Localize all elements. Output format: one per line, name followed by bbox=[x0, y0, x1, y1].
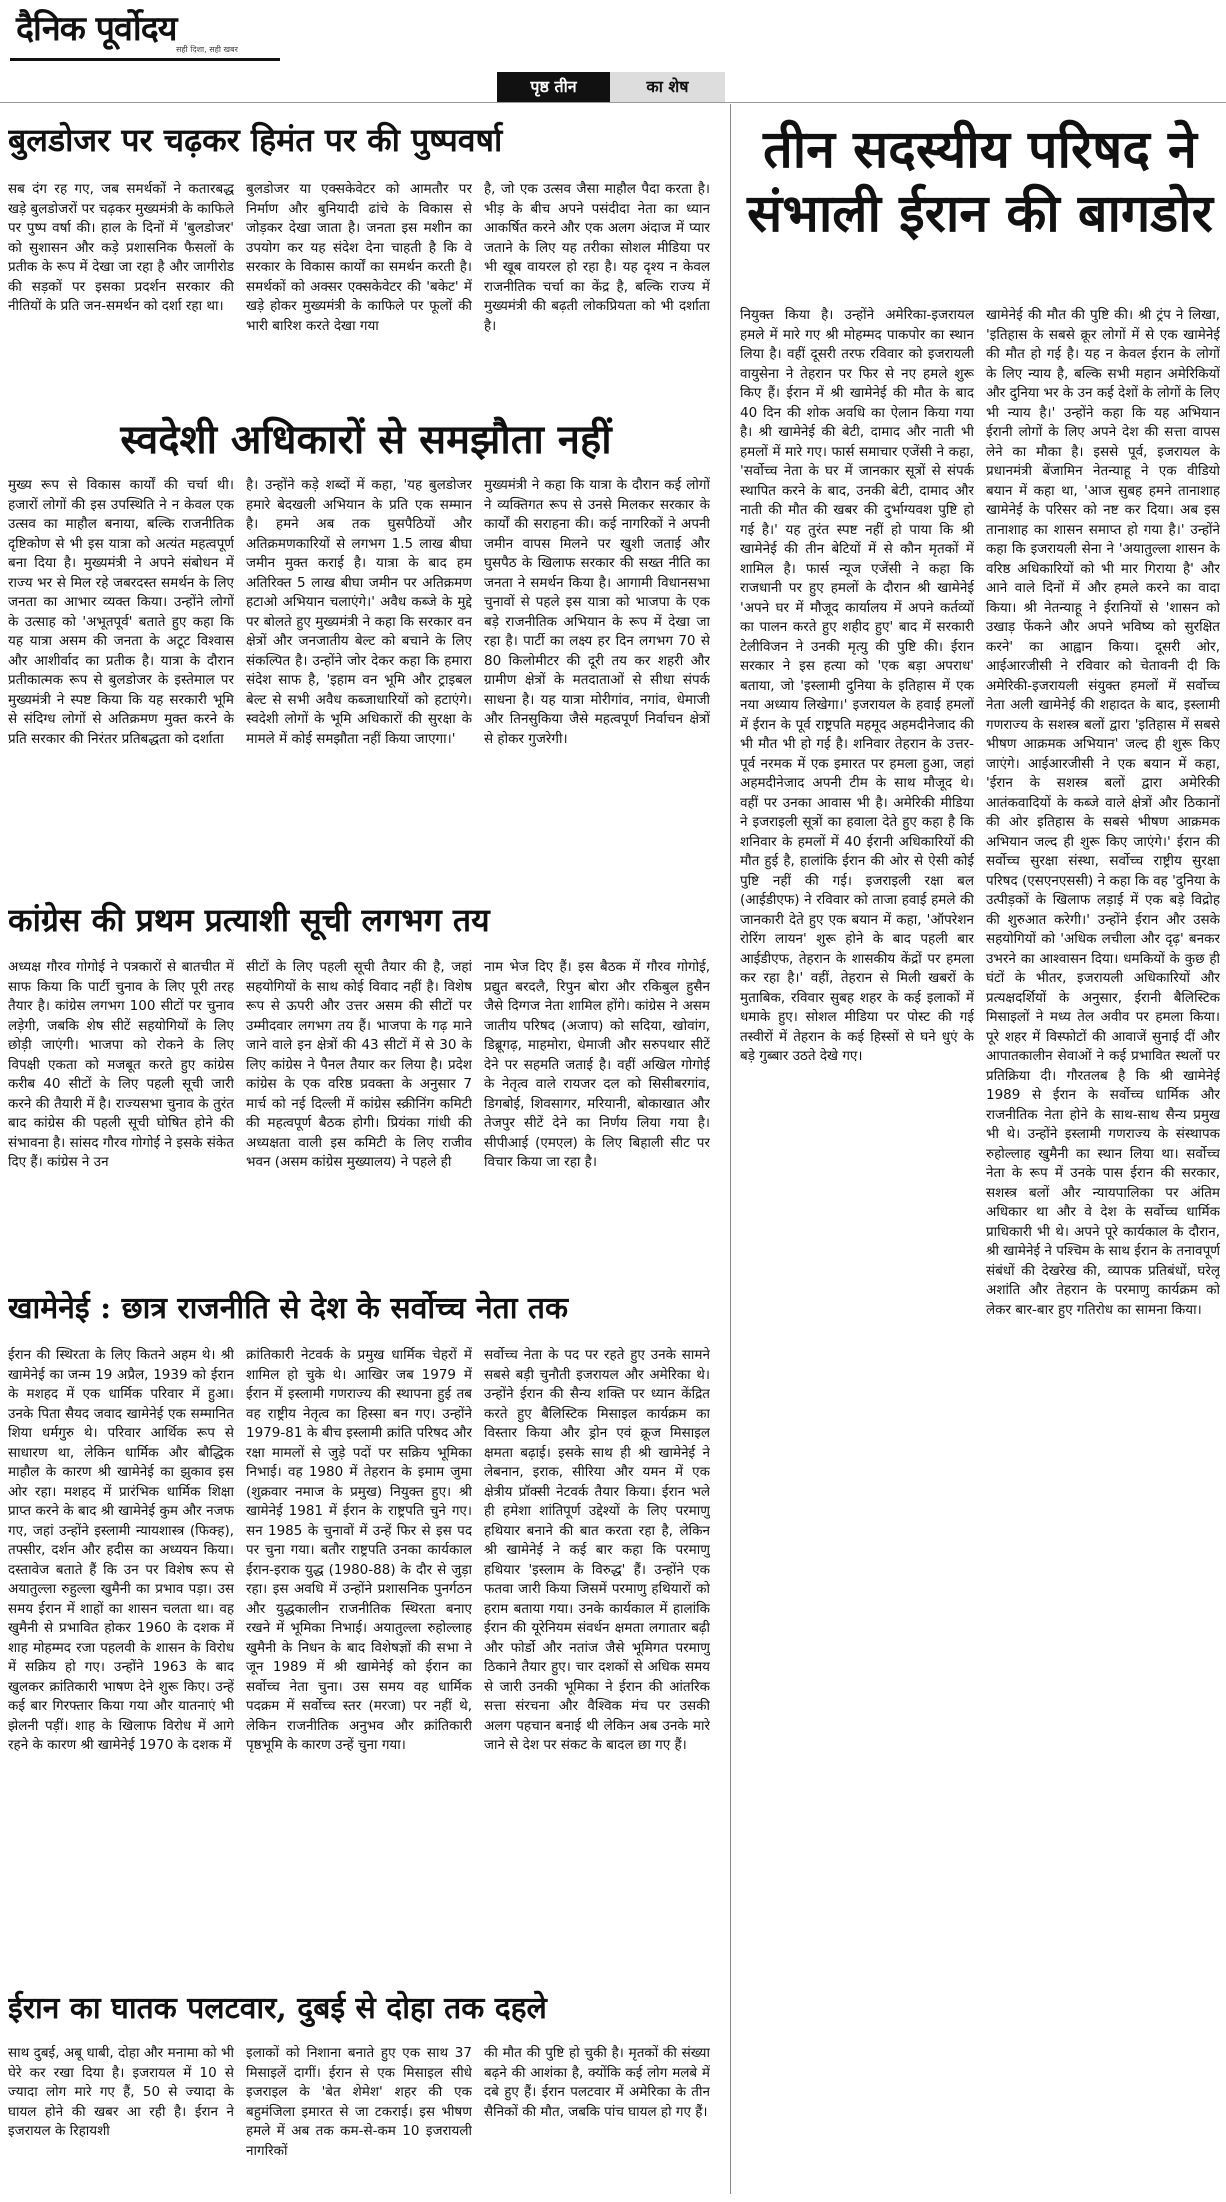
article-column: इलाकों को निशाना बनाते हुए एक साथ 37 मिसाइलें दागीं। ईरान से एक मिसाइल सीधे इजराइल के 'बेत शेमेश' शहर की एक बहुमंजिला इमारत से जा टकराई। इस भीषण हमले में अब तक कम-से-कम 10 इजरायली नागरिकों bbox=[246, 2045, 472, 2159]
continued-label-tab: का शेष bbox=[610, 72, 725, 102]
lead-article-body bbox=[740, 306, 1220, 2196]
top-divider bbox=[0, 102, 1226, 103]
article-body bbox=[8, 180, 710, 396]
article-body bbox=[8, 2044, 710, 2200]
article-column: क्रांतिकारी नेटवर्क के प्रमुख धार्मिक चेहरों में शामिल हो चुके थे। आखिर जब 1979 में ईरान में इस्लामी गणराज्य की स्थापना हुई तब वह राष्ट्रीय नेतृत्व का हिस्सा बन गए। उन्होंने 1979-81 के बीच इस्लामी क्रांति परिषद और रक्षा मामलों से जुड़े पदों पर सक्रिय भूमिका निभाई। वह 1980 में तेहरान के इमाम जुमा (शुक्रवार नमाज के प्रमुख) नियुक्त हुए। श्री खामेनेई 1981 में ईरान के राष्ट्रपति चुने गए। सन 1985 के चुनावों में उन्हें फिर से इस पद पर चुना गया। बतौर राष्ट्रपति उनका कार्यकाल ईरान-इराक युद्ध (1980-88) के दौर से जुड़ा रहा। इस अवधि में उन्होंने प्रशासनिक पुनर्गठन और युद्धकालीन राजनीतिक स्थिरता बनाए रखने में भूमिका निभाई। अयातुल्ला रुहोल्लाह खुमैनी के निधन के बाद विशेषज्ञों की सभा ने जून 1989 में श्री खामेनेई को ईरान का सर्वोच्च नेता चुना। उस समय वह धार्मिक पदक्रम में सर्वोच्च स्तर (मरजा) पर नहीं थे, लेकिन राजनीतिक अनुभव और क्रांतिकारी पृष्ठभूमि के कारण उन्हें चुना गया। bbox=[246, 1347, 472, 1753]
article-column: ईरान की स्थिरता के लिए कितने अहम थे। श्री खामेनेई का जन्म 19 अप्रैल, 1939 को ईरान के मशहद में एक धार्मिक परिवार में हुआ। उनके पिता सैयद जवाद खामेनेई एक सम्मानित शिया धर्मगुरु थे। परिवार आर्थिक रूप से साधारण था, लेकिन धार्मिक और बौद्धिक माहौल के कारण श्री खामेनेई का झुकाव इस ओर रहा। मशहद में प्रारंभिक धार्मिक शिक्षा प्राप्त करने के बाद श्री खामेनेई कुम और नजफ गए, जहां उन्होंने इस्लामी न्यायशास्त्र (फिक्ह), तफ्सीर, दर्शन और हदीस का अध्ययन किया। दस्तावेज बताते हैं कि उन पर विशेष रूप से अयातुल्ला रुहुल्ला खुमैनी का प्रभाव पड़ा। उस समय ईरान में शाहों का शासन चलता था। वह खुमैनी से प्रभावित होकर 1960 के दशक में शाह मोहम्मद रजा पहलवी के शासन के विरोध में सक्रिय हो गए। उन्होंने 1963 के बाद खुलकर क्रांतिकारी भाषण देने शुरू किए। उन्हें कई बार गिरफ्तार किया गया और यातनाएं भी झेलनी पड़ीं। शाह के खिलाफ विरोध में आगे रहने के कारण श्री खामेनेई 1970 के दशक में bbox=[8, 1347, 234, 1753]
article-column: मुख्य रूप से विकास कार्यों की चर्चा थी। हजारों लोगों की इस उपस्थिति ने न केवल एक उत्सव का माहौल बनाया, बल्कि राजनीतिक दृष्टिकोण से भी इस यात्रा को अत्यंत महत्वपूर्ण बना दिया है। मुख्यमंत्री ने अपने संबोधन में राज्य भर से मिल रहे जबरदस्त समर्थन के लिए जनता का आभार व्यक्त किया। उन्होंने लोगों के उत्साह को 'अभूतपूर्व' बताते हुए कहा कि यह यात्रा असम की जनता के अटूट विश्वास और आशीर्वाद का प्रतीक है। यात्रा के दौरान प्रतीकात्मक रूप से बुलडोजर के इस्तेमाल पर मुख्यमंत्री ने स्पष्ट किया कि यह सरकारी भूमि से संदिग्ध लोगों से अतिक्रमण मुक्त करने के प्रति सरकार की निरंतर प्रतिबद्धता को दर्शाता bbox=[8, 477, 234, 747]
article-column: है, जो एक उत्सव जैसा माहौल पैदा करता है। भीड़ के बीच अपने पसंदीदा नेता का ध्यान आकर्षित करने और एक अलग अंदाज में प्यार जताने के लिए यह तरीका सोशल मीडिया पर भी खूब वायरल हो रहा है। यह दृश्य न केवल राजनीतिक चर्चा का केंद्र है, बल्कि राज्य में मुख्यमंत्री की बढ़ती लोकप्रियता को भी दर्शाता है। bbox=[484, 181, 710, 334]
article-column: नाम भेज दिए हैं। इस बैठक में गौरव गोगोई, प्रद्युत बरदलै, रिपुन बोरा और रकिबुल हुसैन जैसे दिग्गज नेता शामिल होंगे। कांग्रेस ने असम जातीय परिषद (अजाप) को सदिया, खोवांग, डिब्रूगढ़, माहमोरा, धेमाजी और सरुपथार सीटें देने पर सहमति जताई है। वहीं अखिल गोगोई के नेतृत्व वाले रायजर दल को सिसीबरगांव, डिगबोई, शिवसागर, मरियानी, बोकाखात और तेजपुर सीटें देने का निर्णय लिया गया है। सीपीआई (एमएल) के लिए बिहाली सीट पर विचार किया जा रहा है। bbox=[484, 959, 710, 1170]
article-headline: ईरान का घातक पलटवार, दुबई से दोहा तक दहले bbox=[8, 1991, 547, 2026]
article-column: बुलडोजर या एक्सकेवेटर को आमतौर पर निर्माण और बुनियादी ढांचे के विकास से जोड़कर देखा जाता है। जनता इस मशीन का उपयोग कर यह संदेश देना चाहती है कि वे सरकार के विकास कार्यों का समर्थन करती है। समर्थकों को अक्सर एक्सकेवेटर की 'बकेट' में खड़े होकर मुख्यमंत्री के काफिले पर फूलों की भारी बारिश करते देखा गया bbox=[246, 181, 472, 334]
newspaper-logo: दैनिक पूर्वोदय bbox=[16, 9, 177, 49]
article-headline: बुलडोजर पर चढ़कर हिमंत पर की पुष्पवर्षा bbox=[8, 121, 503, 159]
article-column: सर्वोच्च नेता के पद पर रहते हुए उनके सामने सबसे बड़ी चुनौती इजरायल और अमेरिका थे। उन्होंने ईरान की सैन्य शक्ति पर ध्यान केंद्रित करते हुए बैलिस्टिक मिसाइल कार्यक्रम का विस्तार किया और ड्रोन एवं क्रूज मिसाइल क्षमता बढ़ाई। इसके साथ ही श्री खामेनेई ने लेबनान, इराक, सीरिया और यमन में एक क्षेत्रीय प्रॉक्सी नेटवर्क तैयार किया। ईरान भले ही हमेशा शांतिपूर्ण उद्देश्यों के लिए परमाणु हथियार बनाने की बात करता रहा है, लेकिन श्री खामेनेई ने कई बार कहा कि परमाणु हथियार 'इस्लाम के विरुद्ध' हैं। उन्होंने एक फतवा जारी किया जिसमें परमाणु हथियारों को हराम बताया गया। उनके कार्यकाल में हालांकि ईरान की यूरेनियम संवर्धन क्षमता लगातार बढ़ी और फोर्डो और नतांज जैसे भूमिगत परमाणु ठिकाने तैयार हुए। चार दशकों से अधिक समय से जारी उनकी भूमिका ने ईरान की आंतरिक सत्ता संरचना और वैश्विक मंच पर उसकी अलग पहचान बनाई थी लेकिन अब उनके मारे जाने से देश पर संकट के बादल छा गए हैं। bbox=[484, 1347, 710, 1753]
article-column: है। उन्होंने कड़े शब्दों में कहा, 'यह बुलडोजर हमारे बेदखली अभियान के प्रति एक सम्मान है। हमने अब तक घुसपैठियों और अतिक्रमणकारियों से लगभग 1.5 लाख बीघा जमीन मुक्त कराई है। यात्रा के बाद हम अतिरिक्त 5 लाख बीघा जमीन पर अतिक्रमण हटाओ अभियान चलाएंगे।' अवैध कब्जे के मुद्दे पर बोलते हुए मुख्यमंत्री ने कहा कि सरकार वन क्षेत्रों और जनजातीय बेल्ट को बचाने के लिए संकल्पित है। उन्होंने जोर देकर कहा कि हमारा संदेश साफ है, 'इहाम वन भूमि और ट्राइबल बेल्ट से सभी अवैध कब्जाधारियों को हटाएंगे। स्वदेशी लोगों के भूमि अधिकारों की सुरक्षा के मामले में कोई समझौता नहीं किया जाएगा।' bbox=[246, 477, 472, 747]
page-label-tab: पृष्ठ तीन bbox=[497, 72, 610, 102]
lead-article-column: नियुक्त किया है। उन्होंने अमेरिका-इजरायल हमले में मारे गए श्री मोहम्मद पाकपोर का स्थान लिया है। वहीं दूसरी तरफ रविवार को इजरायली वायुसेना ने तेहरान पर फिर से नए हमले शुरू किए हैं। ईरान में श्री खामेनेई की मौत के बाद 40 दिन की शोक अवधि का ऐलान किया गया है। श्री खामेनेई की बेटी, दामाद और नाती भी हमलों में मारे गए। फार्स समाचार एजेंसी ने कहा, 'सर्वोच्च नेता के घर में जानकार सूत्रों से संपर्क स्थापित करने के बाद, उनकी बेटी, दामाद और नाती की मौत की खबर की दुर्भाग्यवश पुष्टि हो गई है।' यह तुरंत स्पष्ट नहीं हो पाया कि श्री खामेनेई की तीन बेटियों में से कौन मृतकों में शामिल है। फार्स न्यूज एजेंसी ने कहा कि राजधानी पर हुए हमलों के दौरान श्री खामेनेई 'अपने घर में मौजूद कार्यालय में अपने कर्तव्यों का पालन करते हुए शहीद हुए' बाद में सरकारी टेलीविजन ने उनकी मृत्यु की पुष्टि की। ईरान सरकार ने इस हत्या को 'एक बड़ा अपराध' बताया, जो 'इस्लामी दुनिया के इतिहास में एक नया अध्याय लिखेगा।' इजरायल के हवाई हमलों में ईरान के पूर्व राष्ट्रपति महमूद अहमदीनेजाद की भी मौत भी हो गई है। शनिवार तेहरान के उत्तर-पूर्व नरमक में एक इमारत पर हमला हुआ, जहां अहमदीनेजाद अपनी टीम के साथ मौजूद थे। वहीं पर उनका आवास भी है। अमेरिकी मीडिया ने इजराइली सूत्रों का हवाला देते हुए कहा है कि शनिवार के हमलों में 40 ईरानी अधिकारियों की मौत हुई है, हालांकि ईरान की ओर से ऐसी कोई पुष्टि नहीं की गई। इजराइली रक्षा बल (आईडीएफ) ने रविवार को ताजा हवाई हमले की जानकारी देते हुए एक बयान में कहा, 'ऑपरेशन रोरिंग लायन' शुरू होने के बाद पहली बार आईडीएफ, तेहरान के शासकीय केंद्रों पर हमला कर रहा है।' वहीं, तेहरान से मिली खबरों के मुताबिक, रविवार सुबह शहर के कई इलाकों में धमाके हुए। सोशल मीडिया पर पोस्ट की गई तस्वीरों में तेहरान के कई हिस्सों से घने धुएं के बड़े गुब्बार उठते देखे गए। bbox=[740, 307, 974, 1064]
article-headline: खामेनेई : छात्र राजनीति से देश के सर्वोच्च नेता तक bbox=[8, 1291, 569, 1326]
article-body bbox=[8, 1346, 710, 1970]
article-column: की मौत की पुष्टि हो चुकी है। मृतकों की संख्या बढ़ने की आशंका है, क्योंकि कई लोग मलबे में दबे हुए हैं। ईरान पलटवार में अमेरिका के तीन सैनिकों की मौत, जबकि पांच घायल हो गए हैं। bbox=[484, 2045, 710, 2120]
logo-rule bbox=[10, 58, 280, 61]
article-headline: कांग्रेस की प्रथम प्रत्याशी सूची लगभग तय bbox=[8, 901, 490, 939]
article-column: अध्यक्ष गौरव गोगोई ने पत्रकारों से बातचीत में साफ किया कि पार्टी चुनाव के लिए पूरी तरह तैयार है। कांग्रेस लगभग 100 सीटों पर चुनाव लड़ेगी, जबकि शेष सीटें सहयोगियों के लिए छोड़ी जाएंगी। भाजपा को रोकने के लिए विपक्षी एकता को मजबूत करते हुए कांग्रेस करीब 40 सीटों के लिए पहली सूची जारी करने की तैयारी में है। राज्यसभा चुनाव के तुरंत बाद कांग्रेस की पहली सूची घोषित होने की संभावना है। सांसद गौरव गोगोई ने इसके संकेत दिए हैं। कांग्रेस ने उन bbox=[8, 959, 234, 1170]
logo-tagline: सही दिशा, सही खबर bbox=[176, 45, 238, 54]
lead-headline: तीन सदस्यीय परिषद ने संभाली ईरान की बागडोर bbox=[747, 119, 1213, 244]
article-body bbox=[8, 476, 710, 886]
article-body bbox=[8, 958, 710, 1270]
article-headline: स्वदेशी अधिकारों से समझौता नहीं bbox=[120, 416, 612, 463]
article-column: सीटों के लिए पहली सूची तैयार की है, जहां सहयोगियों के साथ कोई विवाद नहीं है। विशेष रूप से ऊपरी और उत्तर असम की सीटों पर उम्मीदवार लगभग तय हैं। भाजपा के गढ़ माने जाने वाले इन क्षेत्रों की 43 सीटों में से 30 के लिए कांग्रेस ने पैनल तैयार कर लिया है। प्रदेश कांग्रेस के एक वरिष्ठ प्रवक्ता के अनुसार 7 मार्च को नई दिल्ली में कांग्रेस स्क्रीनिंग कमिटी की महत्वपूर्ण बैठक होगी। प्रियंका गांधी की अध्यक्षता वाली इस कमिटी के लिए राजीव भवन (असम कांग्रेस मुख्यालय) ने पहले ही bbox=[246, 959, 472, 1170]
lead-article-column: खामेनेई की मौत की पुष्टि की। श्री ट्रंप ने लिखा, 'इतिहास के सबसे क्रूर लोगों में से एक खामेनेई की मौत हो गई है। यह न केवल ईरान के लोगों के लिए न्याय है, बल्कि सभी महान अमेरिकियों और दुनिया भर के उन कई देशों के लोगों के लिए भी न्याय है।' उन्होंने कहा कि यह अभियान ईरानी लोगों के लिए अपने देश की सत्ता वापस लेने का मौका है। इससे पूर्व, इजरायल के प्रधानमंत्री बेंजामिन नेतन्याहू ने एक वीडियो बयान में कहा था, 'आज सुबह हमने तानाशाह खामेनेई के परिसर को नष्ट कर दिया। अब इस तानाशाह का शासन समाप्त हो गया है।' उन्होंने कहा कि इजरायली सेना ने 'अयातुल्ला शासन के वरिष्ठ अधिकारियों को भी मार गिराया है' और आने वाले दिनों में और हमले करने का वादा किया। श्री नेतन्याहू ने ईरानियों से 'शासन को उखाड़ फेंकने और अपने भविष्य को सुरक्षित करने' का आह्वान किया। दूसरी ओर, आईआरजीसी ने रविवार को चेतावनी दी कि अमेरिकी-इजरायली संयुक्त हमलों में सर्वोच्च नेता अली खामेनेई की शहादत के बाद, इस्लामी गणराज्य के सशस्त्र बलों द्वारा 'इतिहास में सबसे भीषण आक्रमक अभियान' जल्द ही शुरू किए जाएंगे। आईआरजीसी ने एक बयान में कहा, 'ईरान के सशस्त्र बलों द्वारा अमेरिकी आतंकवादियों के कब्जे वाले क्षेत्रों और ठिकानों की ओर इतिहास के सबसे भीषण आक्रमक अभियान जल्द ही शुरू किए जाएंगे।' ईरान की सर्वोच्च सुरक्षा संस्था, सर्वोच्च राष्ट्रीय सुरक्षा परिषद (एसएनएससी) ने कहा कि वह 'दुनिया के उत्पीड़कों के खिलाफ लड़ाई में एक बड़े विद्रोह की शुरुआत करेगी।' उन्होंने ईरान और उसके सहयोगियों को 'अधिक लचीला और दृढ़' बनकर उभरने का आश्वासन दिया। धमकियों के कुछ ही घंटों के भीतर, इजरायली अधिकारियों और प्रत्यक्षदर्शियों के अनुसार, ईरानी बैलिस्टिक मिसाइलों ने मध्य तेल अवीव पर हमला किया। पूरे शहर में विस्फोटों की आवाजें सुनाई दीं और आपातकालीन सेवाओं ने कई प्रभावित स्थलों पर प्रतिक्रिया दी। गौरतलब है कि श्री खामेनेई 1989 से ईरान के सर्वोच्च धार्मिक और राजनीतिक नेता होने के साथ-साथ सैन्य प्रमुख भी थे। उन्होंने इस्लामी गणराज्य के संस्थापक रुहोल्लाह खुमैनी का स्थान लिया था। सर्वोच्च नेता के रूप में उनके पास ईरान की सरकार, सशस्त्र बलों और न्यायपालिका पर अंतिम अधिकार था और वे देश के सर्वोच्च धार्मिक प्राधिकारी भी थे। अपने पूरे कार्यकाल के दौरान, श्री खामेनेई ने पश्चिम के साथ ईरान के तनावपूर्ण संबंधों की देखरेख की, व्यापक प्रतिबंधों, घरेलू अशांति और तेहरान के परमाणु कार्यक्रम को लेकर बार-बार हुए गतिरोध का सामना किया। bbox=[986, 307, 1220, 1318]
article-column: मुख्यमंत्री ने कहा कि यात्रा के दौरान कई लोगों ने व्यक्तिगत रूप से उनसे मिलकर सरकार के कार्यों की सराहना की। कई नागरिकों ने अपनी जमीन वापस मिलने पर खुशी जताई और घुसपैठ के खिलाफ सरकार की सख्त नीति का जनता ने समर्थन किया है। आगामी विधानसभा चुनावों से पहले इस यात्रा को भाजपा के एक बड़े राजनीतिक अभियान के रूप में देखा जा रहा है। पार्टी का लक्ष्य हर दिन लगभग 70 से 80 किलोमीटर की दूरी तय कर शहरी और ग्रामीण क्षेत्रों के मतदाताओं से सीधा संपर्क साधना है। यह यात्रा मोरीगांव, नगांव, धेमाजी और तिनसुकिया जैसे महत्वपूर्ण निर्वाचन क्षेत्रों से होकर गुजरेगी। bbox=[484, 477, 710, 747]
masthead bbox=[0, 0, 1226, 64]
column-divider bbox=[730, 104, 731, 2194]
article-column: साथ दुबई, अबू धाबी, दोहा और मनामा को भी घेरे कर रखा दिया है। इजरायल में 10 से ज्यादा लोग मारे गए हैं, 50 से ज्यादा के घायल होने की खबर आ रही है। ईरान ने इजरायल के रिहायशी bbox=[8, 2045, 234, 2139]
article-column: सब दंग रह गए, जब समर्थकों ने कतारबद्ध खड़े बुलडोजरों पर चढ़कर मुख्यमंत्री के काफिले पर पुष्प वर्षा की। हाल के दिनों में 'बुलडोजर' को सुशासन और कड़े प्रशासनिक फैसलों के प्रतीक के रूप में देखा जा रहा है और जागीरोड की सड़कों पर इसका प्रदर्शन सरकार की नीतियों के प्रति जन-समर्थन को दर्शा रहा था। bbox=[8, 181, 234, 314]
